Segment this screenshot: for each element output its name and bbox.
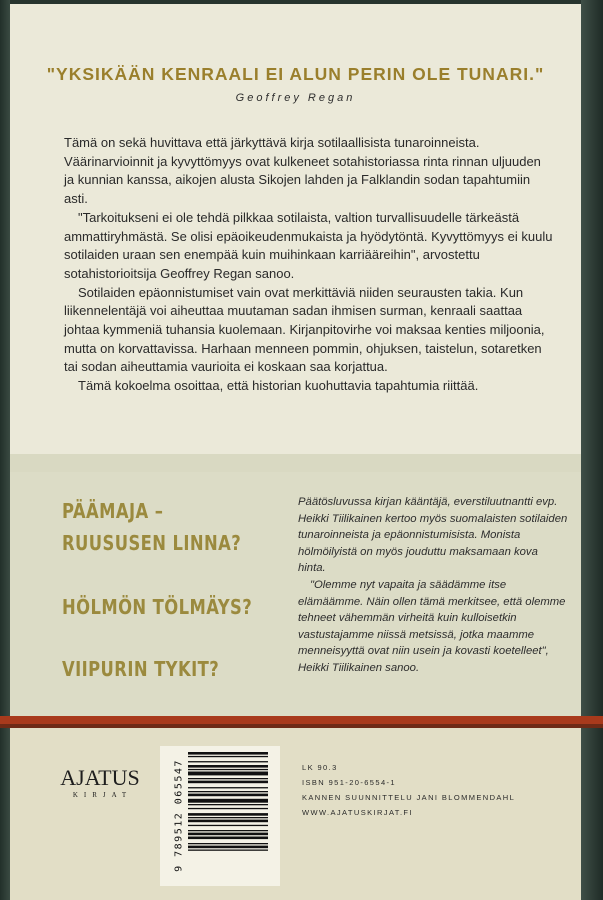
red-divider-stripe [0, 716, 603, 724]
library-class: LK 90.3 [302, 763, 338, 772]
barcode-bar [188, 825, 268, 826]
middle-panel-inner [10, 472, 581, 720]
heading-paamaja-line1: PÄÄMAJA – [62, 499, 164, 523]
barcode-bar [188, 843, 268, 844]
publisher-website: WWW.AJATUSKIRJAT.FI [302, 808, 413, 817]
barcode-bar [188, 778, 268, 779]
heading-holmon-tolmays: HÖLMÖN TÖLMÄYS? [62, 595, 253, 619]
barcode-bar [188, 820, 268, 823]
publisher-name: AJATUS [60, 765, 140, 790]
blurb-paragraph-1: Tämä on sekä huvittava että järkyttävä kirja sotilaallisista tunaroinneista. Väärinarvioinnit ja kyvyttömyys ovat kulkeneet sotahistoriassa rinta rinnan uljuuden ja kunnian kanssa, aikojen alusta Sikojen lahden ja Falklandin sodan tapahtumiin asti. [64, 135, 541, 207]
heading-paamaja [62, 500, 241, 554]
barcode-bar [188, 804, 268, 805]
book-info [302, 760, 515, 820]
barcode-bar [188, 837, 268, 840]
blurb-paragraph-2: "Tarkoitukseni ei ole tehdä pilkkaa sotilaista, valtion turvallisuudelle tärkeästä ammattiryhmästä. Se olisi epäoikeudenmukaista ja hyödytöntä. Kyvyttömyys ei kuulu sotilaiden uraan sen enempää kuin muihinkaan karriääreihin", arvostettu sotahistorioitsija Geoffrey Regan sanoo. [64, 209, 553, 281]
barcode-bar [188, 761, 268, 762]
bottom-panel [10, 728, 581, 900]
heading-paamaja-line2: RUUSUSEN LINNA? [62, 531, 242, 555]
middle-panel [10, 454, 581, 720]
barcode-bar [188, 772, 268, 776]
blurb-paragraph-4: Tämä kokoelma osoittaa, että historian kuohuttavia tapahtumia riittää. [78, 378, 479, 394]
upper-panel [10, 4, 581, 454]
isbn-text: ISBN 951-20-6554-1 [302, 778, 396, 787]
pull-quote: "YKSIKÄÄN KENRAALI EI ALUN PERIN OLE TUNARI." [46, 64, 545, 84]
barcode-bar [188, 794, 268, 797]
afterword-paragraph-1: Päätösluvussa kirjan kääntäjä, everstiluutnantti evp. Heikki Tiilikainen kertoo myös suomalaisten sotilaiden tunaroinneista ja epäonnistumisista. Monista hölmöilyistä on myös jouduttu maksamaan kova hinta. [298, 496, 568, 575]
barcode-bar [188, 846, 268, 849]
cover-left-edge [0, 0, 10, 900]
barcode-bar [188, 850, 268, 851]
barcode-bar [188, 833, 268, 836]
barcode-bar [188, 791, 268, 792]
isbn-barcode [160, 746, 280, 886]
barcode-bar [188, 799, 268, 803]
barcode-bar [188, 769, 268, 770]
cover-design-credit: KANNEN SUUNNITTELU JANI BLOMMENDAHL [302, 793, 516, 802]
barcode-bar [188, 752, 268, 755]
quote-author: Geoffrey Regan [235, 92, 356, 104]
publisher-logo [60, 766, 140, 799]
barcode-bar [188, 817, 268, 818]
afterword-paragraph-2: "Olemme nyt vapaita ja säädämme itse elämäämme. Näin ollen tämä merkitsee, että olemme tehneet vähemmän virheitä kuin kulloisetkin vastustajamme niissä metsissä, jotka maamme menneisyyttä ovat niin usein ja kovasti koetelleet", Heikki Tiilikainen sanoo. [298, 578, 566, 674]
barcode-bar [188, 781, 268, 784]
barcode-bar [188, 765, 268, 768]
barcode-bar [188, 813, 268, 816]
heading-viipurin-tykit: VIIPURIN TYKIT? [62, 657, 220, 681]
barcode-bar [188, 830, 268, 831]
barcode-bar [188, 787, 268, 788]
barcode-number: 9 789512 065547 [173, 759, 185, 872]
blurb-paragraph-3: Sotilaiden epäonnistumiset vain ovat merkittäviä niiden seurausten takia. Kun liikennelentäjä voi aiheuttaa muutaman sadan ihmisen surman, kenraali saattaa johtaa kymmeniä tuhansia kuolemaan. Kirjanpitovirhe voi maksaa kenties miljoonia, mutta on korvattavissa. Harhaan menneen pommin, ohjuksen, taistelun, sotaretken tai sodan aiheuttamia vaurioita ei koskaan saa korjattua. [64, 284, 545, 375]
publisher-subname: KIRJAT [72, 791, 133, 799]
cover-spine-edge [581, 0, 603, 900]
blurb-text [64, 134, 554, 396]
barcode-bar [188, 808, 268, 809]
barcode-bar [188, 756, 268, 757]
afterword-text [298, 494, 568, 677]
